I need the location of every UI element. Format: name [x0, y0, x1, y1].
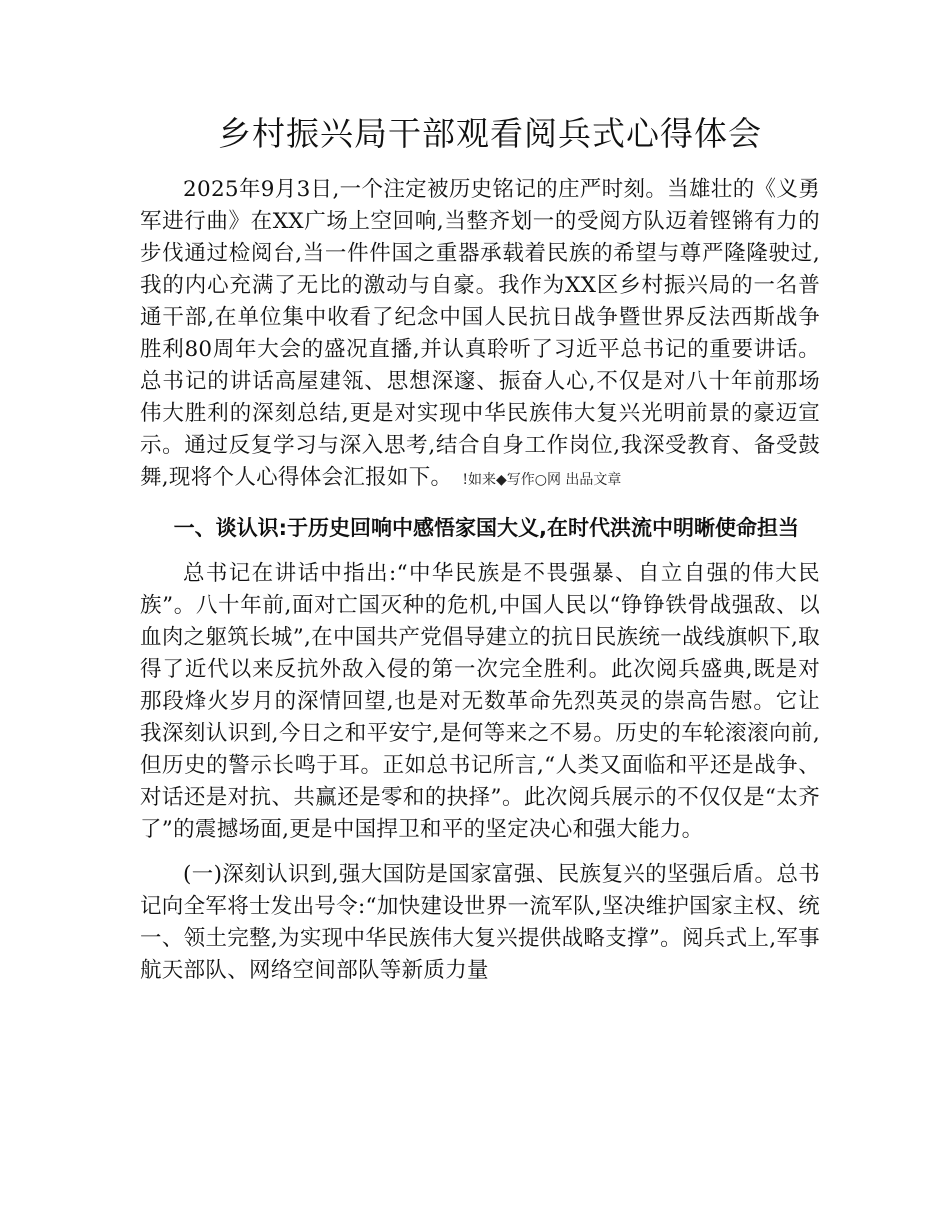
- subsection-1-paragraph: (一)深刻认识到,强大国防是国家富强、民族复兴的坚强后盾。总书记向全军将士发出号令:“加快建设世界一流军队,坚决维护国家主权、统一、领土完整,为实现中华民族伟大复兴提供战略支撑”。阅兵式上,军事航天部队、网络空间部队等新质力量: [140, 862, 820, 983]
- section-heading-1: 一、谈认识:于历史回响中感悟家国大义,在时代洪流中明晰使命担当: [173, 516, 799, 540]
- document-page: [140, 108, 820, 987]
- intro-text: 2025年9月3日,一个注定被历史铭记的庄严时刻。当雄壮的《义勇军进行曲》在XX广场上空回响,当整齐划一的受阅方队迈着铿锵有力的步伐通过检阅台,当一件件国之重器承载着民族的希望与尊严隆隆驶过,我的内心充满了无比的激动与自豪。我作为XX区乡村振兴局的一名普通干部,在单位集中收看了纪念中国人民抗日战争暨世界反法西斯战争胜利80周年大会的盛况直播,并认真聆听了习近平总书记的重要讲话。总书记的讲话高屋建瓴、思想深邃、振奋人心,不仅是对八十年前那场伟大胜利的深刻总结,更是对实现中华民族伟大复兴光明前景的豪迈宣示。通过反复学习与深入思考,结合自身工作岗位,我深受教育、备受鼓舞,现将个人心得体会汇报如下。: [140, 177, 820, 490]
- watermark-text: !如来◆写作○网 出品文章: [462, 472, 622, 488]
- section-1-paragraph: 总书记在讲话中指出:“中华民族是不畏强暴、自立自强的伟大民族”。八十年前,面对亡国灭种的危机,中国人民以“铮铮铁骨战强敌、以血肉之躯筑长城”,在中国共产党倡导建立的抗日民族统一战线旗帜下,取得了近代以来反抗外敌入侵的第一次完全胜利。此次阅兵盛典,既是对那段烽火岁月的深情回望,也是对无数革命先烈英灵的崇高告慰。它让我深刻认识到,今日之和平安宁,是何等来之不易。历史的车轮滚滚向前,但历史的警示长鸣于耳。正如总书记所言,“人类又面临和平还是战争、对话还是对抗、共赢还是零和的抉择”。此次阅兵展示的不仅仅是“太齐了”的震撼场面,更是中国捍卫和平的坚定决心和强大能力。: [140, 561, 820, 842]
- intro-paragraph: [140, 174, 820, 496]
- document-title: 乡村振兴局干部观看阅兵式心得体会: [218, 114, 762, 153]
